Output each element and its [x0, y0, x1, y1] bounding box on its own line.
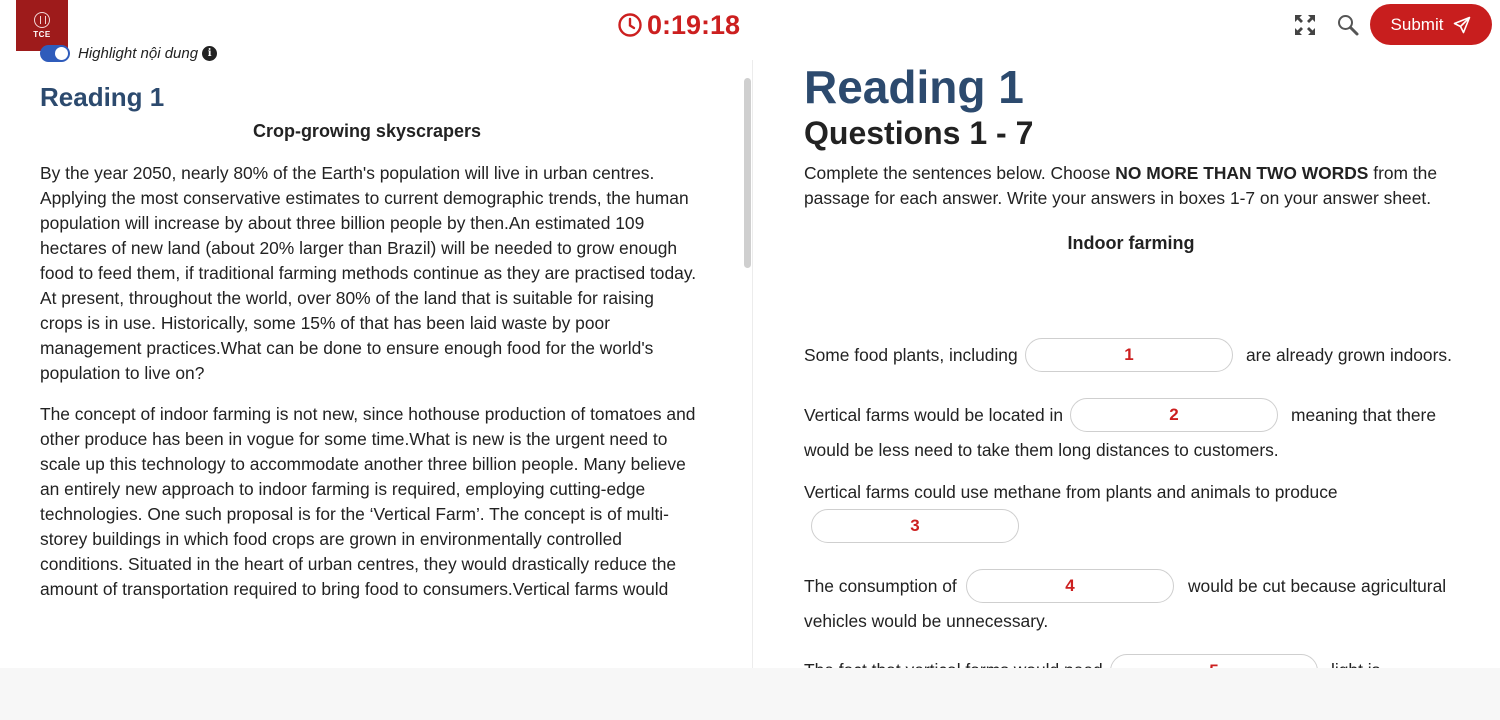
highlight-label: Highlight nội dung [78, 45, 199, 62]
passage-paragraph: By the year 2050, nearly 80% of the Earth's population will live in urban centres. Applying the most conservative estimates to current demographic trends, the human population will increase by about three billion people by then.An estimated 109 hectares of new land (about 20% larger than Brazil) will be needed to grow enough food to feed them, if traditional farming methods continue as they are practised today. At present, throughout the world, over 80% of the land that is suitable for raising crops is in use. Historically, some 15% of that has been laid waste by poor management practices.What can be done to ensure enough food for the world's population to live on? [40, 163, 697, 383]
submit-button[interactable] [1370, 4, 1492, 45]
questions-title: Reading 1 [804, 61, 1024, 113]
answer-input-4[interactable]: 4 [966, 569, 1174, 603]
answer-input-2[interactable]: 2 [1070, 398, 1278, 432]
question-4-text-before: The consumption of [804, 576, 957, 596]
submit-label: Submit [1390, 14, 1444, 34]
answer-input-1[interactable]: 1 [1025, 338, 1233, 372]
bottom-bar [0, 668, 1500, 720]
question-4-text-after: would be cut because agricultural [1188, 576, 1447, 596]
passage-scrollbar[interactable] [744, 78, 751, 268]
reading-passage [40, 161, 700, 618]
info-icon[interactable]: i [202, 46, 217, 61]
instructions-bold: NO MORE THAN TWO WORDS [1115, 163, 1369, 183]
zoom-search-icon[interactable] [1335, 12, 1361, 38]
section-title: Indoor farming [1067, 233, 1195, 253]
instructions [804, 161, 1454, 211]
logo [16, 0, 68, 51]
instructions-post: from the passage for each answer. Write your answers in boxes 1-7 on your answer sheet. [804, 163, 1438, 208]
countdown-timer [617, 8, 740, 42]
answer-input-3[interactable]: 3 [811, 509, 1019, 543]
clock-icon [617, 12, 643, 38]
top-bar [0, 0, 1500, 60]
passage-subtitle: Crop-growing skyscrapers [252, 121, 482, 141]
question-3-text-before: Vertical farms could use methane from plants and animals to produce [804, 482, 1338, 502]
questions-range: Questions 1 - 7 [804, 115, 1034, 151]
fullscreen-expand-icon[interactable] [1292, 12, 1318, 38]
logo-text: TCE [33, 30, 51, 39]
question-2-text-line2: would be less need to take them long distances to customers. [804, 440, 1279, 460]
question-1-text-after: are already grown indoors. [1246, 345, 1452, 365]
timer-value: 0:19:18 [647, 9, 741, 40]
pane-divider[interactable] [752, 60, 753, 668]
highlight-toggle[interactable] [40, 45, 70, 62]
passage-title: Reading 1 [40, 82, 165, 112]
passage-paragraph: The concept of indoor farming is not new, since hothouse production of tomatoes and other produce has been in vogue for some time.What is new is the urgent need to scale up this technology to accommodate another three billion people. Many believe an entirely new approach to indoor farming is required, employing cutting-edge technologies. One such proposal is for the ‘Vertical Farm’. The concept is of multi-storey buildings in which food crops are grown in environmentally controlled conditions. Situated in the heart of urban centres, they would drastically reduce the amount of transportation required to bring food to consumers.Vertical farms would [40, 404, 696, 599]
send-icon [1453, 16, 1471, 34]
highlight-toggle-row [40, 45, 217, 62]
instructions-pre: Complete the sentences below. Choose [804, 163, 1116, 183]
question-4-text-line2: vehicles would be unnecessary. [804, 611, 1049, 631]
question-1-text-before: Some food plants, including [804, 345, 1018, 365]
question-2-text-before: Vertical farms would be located in [804, 405, 1064, 425]
question-2-text-after: meaning that there [1291, 405, 1437, 425]
logo-emblem-icon [34, 12, 50, 28]
